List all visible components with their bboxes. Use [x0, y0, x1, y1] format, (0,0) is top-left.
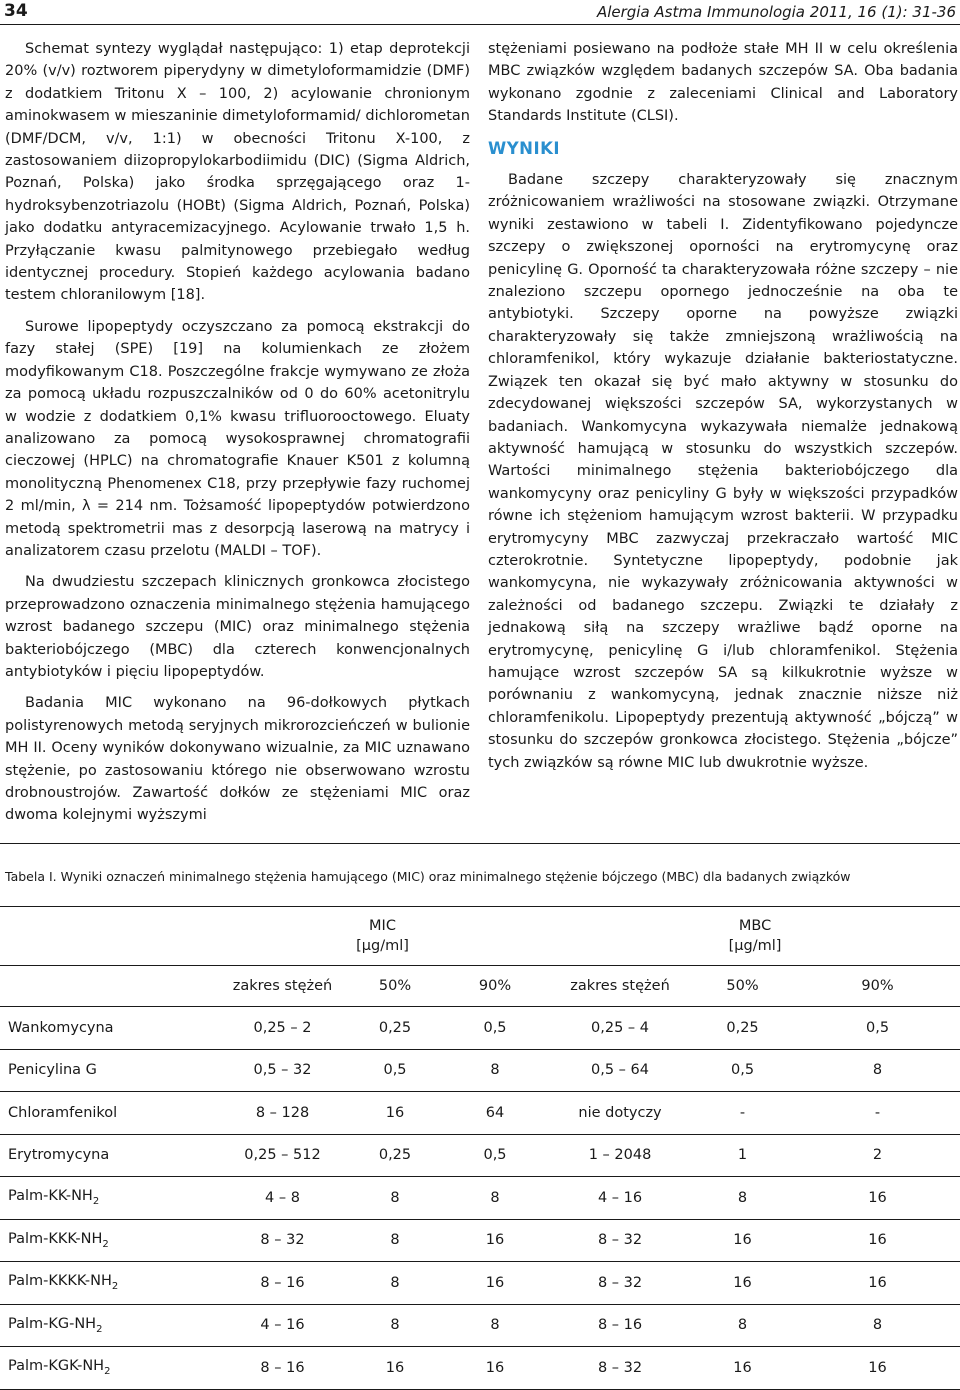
table-cell: 8 – 16	[215, 1347, 350, 1390]
compound-name-cell	[0, 1304, 215, 1347]
subheader-mbc-range: zakres stężeń	[550, 966, 690, 1007]
table-cell: 0,5	[690, 1049, 795, 1092]
column-table-divider	[0, 843, 960, 844]
compound-name-cell	[0, 1134, 215, 1177]
journal-reference: Alergia Astma Immunologia 2011, 16 (1): 31-36	[596, 3, 956, 21]
table-cell: 1	[690, 1134, 795, 1177]
table-corner-cell	[0, 907, 215, 966]
table-cell: 4 – 16	[550, 1177, 690, 1220]
table-cell: 16	[350, 1347, 440, 1390]
compound-name-cell	[0, 1177, 215, 1220]
compound-name-subscript: 2	[111, 1281, 119, 1293]
table-cell: -	[795, 1092, 960, 1135]
compound-name-cell	[0, 1049, 215, 1092]
table-cell: 16	[690, 1347, 795, 1390]
table-cell: 0,25 – 512	[215, 1134, 350, 1177]
table-row	[0, 1177, 960, 1220]
compound-name: Wankomycyna	[8, 1019, 114, 1036]
table-cell: -	[690, 1092, 795, 1135]
section-heading-results: WYNIKI	[488, 138, 561, 158]
methods-paragraph-synthesis: Schemat syntezy wyglądał następująco: 1) etap deprotekcji 20% (v/v) roztworem piperydyny w dimetyloformamidzie (DMF) z dodatkiem Tritonu X – 100, 2) acylowanie chronionym aminokwasem w mieszaninie dimetyloformamid/ dichlorometan (DMF/DCM, v/v, 1:1) w obecności Tritonu X-100, z zastosowaniem diizopropylokarbodiimidu (DIC) (Sigma Aldrich, Poznań, Polska) jako środka sprzęgającego oraz 1-hydroksybenzotriazolu (HOBt) (Sigma Aldrich, Poznań, Polska) jako dodatku antyracemizacyjnego. Acylowanie trwało 1,5 h. Przyłączanie kwasu palmitynowego przebiegało według identycznej procedury. Stopień każdego acylowania badano testem chloranilowym [18].	[5, 41, 470, 304]
compound-name-cell	[0, 1007, 215, 1050]
compound-name: Palm-KGK-NH	[8, 1358, 105, 1375]
table-cell: 8	[350, 1304, 440, 1347]
table-cell: 16	[350, 1092, 440, 1135]
compound-name: Palm-KKKK-NH	[8, 1273, 112, 1290]
table-cell: 8	[350, 1219, 440, 1262]
table-cell: 0,25 – 2	[215, 1007, 350, 1050]
table-row	[0, 1007, 960, 1050]
subheader-mbc-90: 90%	[795, 966, 960, 1007]
compound-name-subscript: 2	[104, 1366, 111, 1378]
table-cell: 8 – 32	[550, 1347, 690, 1390]
table-cell: 8	[795, 1049, 960, 1092]
table-cell: 8	[690, 1177, 795, 1220]
page-header	[0, 0, 960, 25]
compound-name-cell	[0, 1262, 215, 1305]
mbc-group-header	[550, 907, 960, 966]
compound-name: Penicylina G	[8, 1062, 97, 1079]
table-cell: 8	[350, 1177, 440, 1220]
table-cell: 4 – 8	[215, 1177, 350, 1220]
table-cell: 1 – 2048	[550, 1134, 690, 1177]
table-cell: 0,5	[795, 1007, 960, 1050]
page-number: 34	[4, 1, 28, 21]
table-subheader-row	[0, 966, 960, 1007]
compound-name: Palm-KK-NH	[8, 1188, 93, 1205]
table-cell: 16	[795, 1177, 960, 1220]
table-cell: 8	[440, 1304, 550, 1347]
table-cell: 16	[795, 1347, 960, 1390]
table-cell: 0,5 – 32	[215, 1049, 350, 1092]
table-cell: nie dotyczy	[550, 1092, 690, 1135]
table-cell: 8	[350, 1262, 440, 1305]
table-cell: 0,25	[350, 1007, 440, 1050]
table-cell: 8	[795, 1304, 960, 1347]
compound-name-subscript: 2	[102, 1238, 109, 1250]
compound-name: Erytromycyna	[8, 1147, 110, 1164]
compound-name-subscript: 2	[92, 1196, 100, 1208]
mbc-header-unit: [μg/ml]	[728, 938, 782, 954]
table-cell: 8	[690, 1304, 795, 1347]
methods-paragraph-purification: Surowe lipopeptydy oczyszczano za pomocą ekstrakcji do fazy stałej (SPE) [19] na kolumienkach ze złożem modyfikowanym C18. Poszczególne frakcje wymywano ze złoża za pomocą układu rozpuszczalników od 0 do 60% acetonitrylu w wodzie z dodatkiem 0,1% kwasu trifluorooctowego. Eluaty analizowano za pomocą wysokosprawnej chromatografii cieczowej (HPLC) na chromatografie Knauer K501 z kolumną monolityczną Phenomenex C18, przy przepływie fazy ruchomej 2 ml/min, λ = 214 nm. Tożsamość lipopeptydów potwierdzono metodą spektrometrii mas z desorpcją laserową na matrycy i analizatorem czasu przelotu (MALDI – TOF).	[5, 318, 470, 559]
table-cell: 16	[440, 1219, 550, 1262]
mbc-header-label: MBC	[738, 918, 772, 934]
table-cell: 8 – 16	[215, 1262, 350, 1305]
results-paragraph: Badane szczepy charakteryzowały się znacznym zróżnicowaniem wrażliwości na stosowane związki. Otrzymane wyniki zestawiono w tabeli I. Zidentyfikowano pojedyncze szczepy o zwiększonej oporności na erytromycynę oraz penicylinę G. Oporność ta charakteryzowała różne szczepy – nie znaleziono szczepu opornego jednocześnie na oba te antybiotyki. Szczepy oporne na powyższe związki charakteryzowały się także zmniejszoną wrażliwością na chloramfenikol, który wykazuje działanie bakteriostatyczne. Związek ten okazał się być mało aktywny w stosunku do zdecydowanej większości szczepów SA, wykorzystanych w badaniach. Wankomycyna wykazywała niemalże jednakową aktywność hamującą w stosunku do wszystkich szczepów. Wartości minimalnego stężenia bakteriobójczego dla wankomycyny oraz penicyliny G były w większości przypadków równe ich stężeniom hamującym wzrost bakterii. W przypadku erytromycyny MBC zazwyczaj przekraczało wartość MIC czterokrotnie. Syntetyczne lipopeptydy, podobnie jak wankomycyna, nie wykazywały zróżnicowania aktywności w zależności od badanego szczepu. Związki te działały z jednakową siłą na szczepy wrażliwe bądź oporne na erytromycynę, penicylinę G i/lub chloramfenikol. Stężenia hamujące wzrost szczepów SA są kilkukrotnie wyższe w porównaniu z wankomycyną, jednak znacznie niższe niż chloramfenikolu. Lipopeptydy prezentują aktywność „bójczą” w stosunku do szczepów gronkowca złocistego. Stężenia „bójcze” tych związków są równe MIC lub dwukrotnie wyższe.	[488, 172, 958, 771]
table-cell: 8	[440, 1049, 550, 1092]
compound-name: Palm-KG-NH	[8, 1315, 97, 1332]
table-cell: 8 – 32	[550, 1219, 690, 1262]
results-table-wrapper	[0, 906, 960, 1390]
compound-name-cell	[0, 1219, 215, 1262]
methods-paragraph-mic: Badania MIC wykonano na 96-dołkowych płytkach polistyrenowych metodą seryjnych mikrorozcieńczeń w bulionie MH II. Oceny wyników dokonywano wizualnie, za MIC uznawano stężenie, po zastosowaniu którego nie obserwowano wzrostu drobnoustrojów. Zawartość dołków ze stężeniami MIC oraz dwoma kolejnymi wyższymi	[5, 695, 470, 824]
table-cell: 0,25	[690, 1007, 795, 1050]
table-cell: 8	[440, 1177, 550, 1220]
compound-name: Palm-KKK-NH	[8, 1230, 103, 1247]
table-cell: 0,5	[350, 1049, 440, 1092]
compound-name: Chloramfenikol	[8, 1104, 118, 1121]
table-row	[0, 1347, 960, 1390]
table-cell: 16	[795, 1262, 960, 1305]
table-cell: 16	[440, 1347, 550, 1390]
table-cell: 16	[690, 1262, 795, 1305]
methods-paragraph-mbc: stężeniami posiewano na podłoże stałe MH II w celu określenia MBC związków względem badanych szczepów SA. Oba badania wykonano zgodnie z zaleceniami Clinical and Laboratory Standards Institute (CLSI).	[488, 41, 958, 125]
subheader-mic-50: 50%	[350, 966, 440, 1007]
results-table	[0, 907, 960, 1390]
table-cell: 16	[690, 1219, 795, 1262]
table-cell: 8 – 32	[550, 1262, 690, 1305]
table-row	[0, 1092, 960, 1135]
table-row	[0, 1262, 960, 1305]
table-group-header-row	[0, 907, 960, 966]
mic-header-unit: [μg/ml]	[356, 938, 409, 954]
table-cell: 64	[440, 1092, 550, 1135]
table-cell: 0,25 – 4	[550, 1007, 690, 1050]
compound-name-subscript: 2	[96, 1323, 103, 1335]
subheader-mic-90: 90%	[440, 966, 550, 1007]
table-caption: Tabela I. Wyniki oznaczeń minimalnego stężenia hamującego (MIC) oraz minimalnego stężenie bójczego (MBC) dla badanych związków	[5, 869, 851, 884]
table-row	[0, 1304, 960, 1347]
table-cell: 8 – 128	[215, 1092, 350, 1135]
table-cell: 16	[440, 1262, 550, 1305]
table-cell: 4 – 16	[215, 1304, 350, 1347]
table-row	[0, 1049, 960, 1092]
table-row	[0, 1134, 960, 1177]
table-cell: 8 – 16	[550, 1304, 690, 1347]
table-cell: 0,5	[440, 1134, 550, 1177]
table-cell: 0,5	[440, 1007, 550, 1050]
subheader-mic-range: zakres stężeń	[215, 966, 350, 1007]
right-column	[488, 38, 958, 783]
mic-header-label: MIC	[369, 918, 396, 934]
table-cell: 0,5 – 64	[550, 1049, 690, 1092]
compound-name-cell	[0, 1092, 215, 1135]
left-column	[5, 38, 470, 836]
table-cell: 16	[795, 1219, 960, 1262]
table-cell: 2	[795, 1134, 960, 1177]
subheader-mbc-50: 50%	[690, 966, 795, 1007]
methods-paragraph-strains: Na dwudziestu szczepach klinicznych gronkowca złocistego przeprowadzono oznaczenia minimalnego stężenia hamującego wzrost badanego szczepu (MIC) oraz minimalnego stężenia bakteriobójczego (MBC) dla czterech konwencjonalnych antybiotyków i pięciu lipopeptydów.	[5, 574, 470, 680]
table-row	[0, 1219, 960, 1262]
compound-name-cell	[0, 1347, 215, 1390]
mic-group-header	[215, 907, 550, 966]
table-cell: 0,25	[350, 1134, 440, 1177]
table-subheader-empty	[0, 966, 215, 1007]
table-cell: 8 – 32	[215, 1219, 350, 1262]
